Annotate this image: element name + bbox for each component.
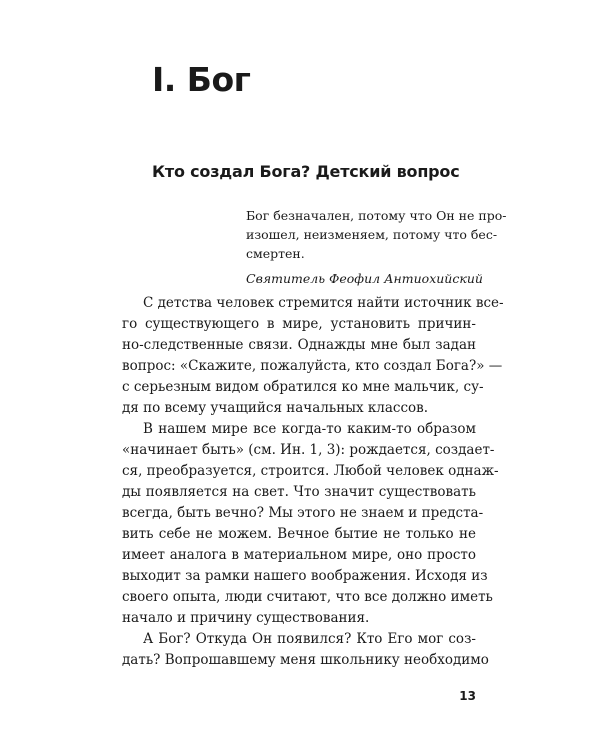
body-line: вить себе не можем. Вечное бытие не только не	[122, 526, 476, 542]
chapter-title: I. Бог	[152, 60, 251, 99]
body-line: вопрос: «Скажите, пожалуйста, кто создал Бога?» —	[122, 358, 503, 374]
epigraph-author: Святитель Феофил Антиохийский	[246, 271, 483, 286]
body-line: но-следственные связи. Однажды мне был задан	[122, 337, 476, 353]
body-line: С детства человек стремится найти источник все-	[143, 295, 504, 311]
body-line: дать? Вопрошавшему меня школьнику необходимо	[122, 652, 489, 668]
body-line: своего опыта, люди считают, что все должно иметь	[122, 589, 493, 605]
page-number: 13	[459, 689, 476, 703]
body-line: ся, преобразуется, строится. Любой человек однаж-	[122, 463, 499, 479]
body-line: выходит за рамки нашего воображения. Исходя из	[122, 568, 488, 584]
body-line: А Бог? Откуда Он появился? Кто Его мог соз-	[143, 631, 476, 647]
epigraph-line: изошел, неизменяем, потому что бес-	[246, 227, 498, 242]
body-line: дя по всему учащийся начальных классов.	[122, 400, 429, 416]
body-line: имеет аналога в материальном мире, оно просто	[122, 547, 476, 563]
body-line: начало и причину существования.	[122, 610, 370, 626]
body-line: «начинает быть» (см. Ин. 1, 3): рождается, создает-	[122, 442, 495, 458]
body-line: с серьезным видом обратился ко мне мальчик, су-	[122, 379, 484, 395]
epigraph	[246, 206, 507, 288]
epigraph-line: смертен.	[246, 246, 305, 261]
section-title: Кто создал Бога? Детский вопрос	[152, 162, 460, 181]
body-line: всегда, быть вечно? Мы этого не знаем и предста-	[122, 505, 484, 521]
body-text	[122, 293, 504, 671]
body-line: ды появляется на свет. Что значит существовать	[122, 484, 476, 500]
epigraph-line: Бог безначален, потому что Он не про-	[246, 208, 507, 223]
body-line: го существующего в мире, установить причин-	[122, 316, 476, 332]
body-line: В нашем мире все когда-то каким-то образом	[143, 421, 476, 437]
